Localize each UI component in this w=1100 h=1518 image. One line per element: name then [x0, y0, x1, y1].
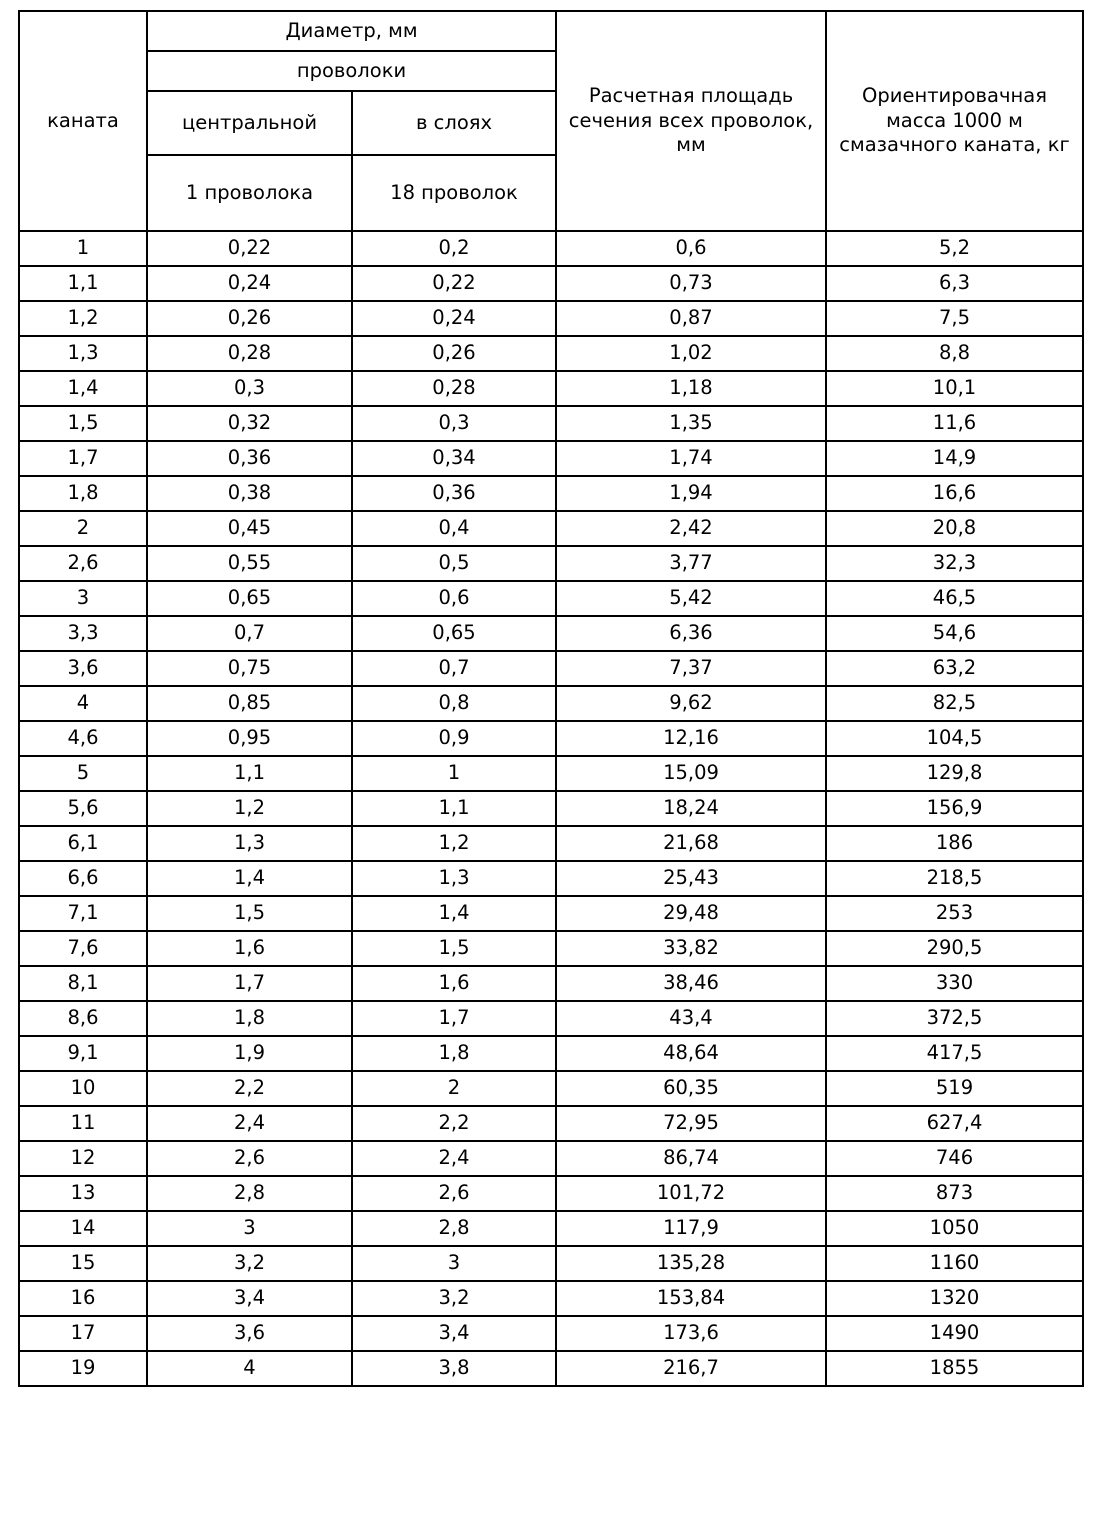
- header-cell-in-layers: в слоях: [352, 91, 556, 155]
- table-cell: 3,2: [352, 1281, 556, 1316]
- table-cell: 3,4: [147, 1281, 352, 1316]
- table-cell: 5,6: [19, 791, 147, 826]
- table-cell: 1160: [826, 1246, 1083, 1281]
- table-row: [19, 861, 1083, 896]
- table-cell: 1,02: [556, 336, 826, 371]
- table-row: [19, 231, 1083, 266]
- table-cell: 16: [19, 1281, 147, 1316]
- table-cell: 8,8: [826, 336, 1083, 371]
- table-cell: 3: [147, 1211, 352, 1246]
- table-row: [19, 1281, 1083, 1316]
- table-row: [19, 336, 1083, 371]
- header-cell-rope: каната: [19, 11, 147, 231]
- table-cell: 0,55: [147, 546, 352, 581]
- table-cell: 1: [19, 231, 147, 266]
- table-cell: 11,6: [826, 406, 1083, 441]
- table-cell: 0,7: [147, 616, 352, 651]
- table-cell: 1,35: [556, 406, 826, 441]
- table-cell: 86,74: [556, 1141, 826, 1176]
- table-cell: 1,4: [352, 896, 556, 931]
- table-cell: 1,5: [352, 931, 556, 966]
- table-row: [19, 1106, 1083, 1141]
- header-cell-diameter-group: Диаметр, мм: [147, 11, 556, 51]
- table-cell: 0,75: [147, 651, 352, 686]
- rope-specification-table: [18, 10, 1084, 1387]
- table-row: [19, 1211, 1083, 1246]
- table-cell: 2,4: [147, 1106, 352, 1141]
- table-cell: 14,9: [826, 441, 1083, 476]
- table-row: [19, 1141, 1083, 1176]
- table-cell: 3,4: [352, 1316, 556, 1351]
- table-cell: 15: [19, 1246, 147, 1281]
- table-cell: 14: [19, 1211, 147, 1246]
- table-row: [19, 966, 1083, 1001]
- table-cell: 7,6: [19, 931, 147, 966]
- table-cell: 153,84: [556, 1281, 826, 1316]
- table-cell: 3,8: [352, 1351, 556, 1386]
- table-cell: 6,3: [826, 266, 1083, 301]
- table-cell: 1855: [826, 1351, 1083, 1386]
- table-cell: 48,64: [556, 1036, 826, 1071]
- table-cell: 54,6: [826, 616, 1083, 651]
- header-cell-wire-group: проволоки: [147, 51, 556, 91]
- table-cell: 104,5: [826, 721, 1083, 756]
- table-cell: 0,26: [147, 301, 352, 336]
- table-cell: 330: [826, 966, 1083, 1001]
- table-cell: 2: [352, 1071, 556, 1106]
- table-cell: 5,2: [826, 231, 1083, 266]
- table-cell: 129,8: [826, 756, 1083, 791]
- table-cell: 3,6: [147, 1316, 352, 1351]
- table-cell: 13: [19, 1176, 147, 1211]
- table-cell: 11: [19, 1106, 147, 1141]
- table-cell: 1,74: [556, 441, 826, 476]
- table-cell: 1,7: [147, 966, 352, 1001]
- table-cell: 72,95: [556, 1106, 826, 1141]
- table-cell: 0,3: [147, 371, 352, 406]
- table-cell: 0,24: [352, 301, 556, 336]
- table-cell: 1,1: [19, 266, 147, 301]
- table-cell: 1,3: [147, 826, 352, 861]
- table-cell: 0,22: [147, 231, 352, 266]
- table-row: [19, 441, 1083, 476]
- table-row: [19, 1001, 1083, 1036]
- table-header: [19, 11, 1083, 231]
- table-cell: 0,85: [147, 686, 352, 721]
- table-row: [19, 406, 1083, 441]
- table-cell: 0,28: [352, 371, 556, 406]
- table-cell: 10,1: [826, 371, 1083, 406]
- table-cell: 0,32: [147, 406, 352, 441]
- table-cell: 7,1: [19, 896, 147, 931]
- table-cell: 33,82: [556, 931, 826, 966]
- table-cell: 4: [19, 686, 147, 721]
- table-cell: 1,94: [556, 476, 826, 511]
- table-cell: 6,36: [556, 616, 826, 651]
- table-cell: 0,65: [352, 616, 556, 651]
- table-cell: 9,1: [19, 1036, 147, 1071]
- table-cell: 0,34: [352, 441, 556, 476]
- header-row-1: [19, 11, 1083, 51]
- table-cell: 3,77: [556, 546, 826, 581]
- table-row: [19, 826, 1083, 861]
- table-cell: 1,7: [352, 1001, 556, 1036]
- table-cell: 8,6: [19, 1001, 147, 1036]
- table-cell: 38,46: [556, 966, 826, 1001]
- table-cell: 0,22: [352, 266, 556, 301]
- table-row: [19, 651, 1083, 686]
- table-row: [19, 371, 1083, 406]
- header-cell-central-count: 1 проволока: [147, 155, 352, 231]
- table-row: [19, 546, 1083, 581]
- table-row: [19, 1071, 1083, 1106]
- table-row: [19, 931, 1083, 966]
- table-cell: 1,18: [556, 371, 826, 406]
- table-row: [19, 616, 1083, 651]
- table-cell: 0,87: [556, 301, 826, 336]
- table-cell: 3: [352, 1246, 556, 1281]
- table-cell: 1050: [826, 1211, 1083, 1246]
- header-cell-layers-count: 18 проволок: [352, 155, 556, 231]
- table-cell: 7,5: [826, 301, 1083, 336]
- table-cell: 12: [19, 1141, 147, 1176]
- table-cell: 1: [352, 756, 556, 791]
- table-cell: 2,6: [352, 1176, 556, 1211]
- table-cell: 2,8: [352, 1211, 556, 1246]
- table-cell: 0,6: [556, 231, 826, 266]
- table-cell: 218,5: [826, 861, 1083, 896]
- table-cell: 0,95: [147, 721, 352, 756]
- table-cell: 6,6: [19, 861, 147, 896]
- header-cell-area: Расчетная площадь сечения всех проволок, мм: [556, 11, 826, 231]
- table-cell: 2,42: [556, 511, 826, 546]
- table-row: [19, 511, 1083, 546]
- table-cell: 1,3: [19, 336, 147, 371]
- table-cell: 873: [826, 1176, 1083, 1211]
- table-cell: 372,5: [826, 1001, 1083, 1036]
- table-cell: 19: [19, 1351, 147, 1386]
- table-cell: 746: [826, 1141, 1083, 1176]
- table-row: [19, 476, 1083, 511]
- table-cell: 1,1: [352, 791, 556, 826]
- table-row: [19, 896, 1083, 931]
- table-row: [19, 1036, 1083, 1071]
- table-cell: 63,2: [826, 651, 1083, 686]
- table-cell: 43,4: [556, 1001, 826, 1036]
- table-cell: 1,3: [352, 861, 556, 896]
- table-row: [19, 1246, 1083, 1281]
- table-cell: 2,2: [147, 1071, 352, 1106]
- table-cell: 1,8: [147, 1001, 352, 1036]
- table-cell: 253: [826, 896, 1083, 931]
- table-cell: 1,4: [147, 861, 352, 896]
- table-body: [19, 231, 1083, 1386]
- table-cell: 156,9: [826, 791, 1083, 826]
- table-row: [19, 1176, 1083, 1211]
- table-cell: 20,8: [826, 511, 1083, 546]
- table-cell: 519: [826, 1071, 1083, 1106]
- header-cell-mass: Ориентировачная масса 1000 м смазачного каната, кг: [826, 11, 1083, 231]
- table-cell: 1,6: [147, 931, 352, 966]
- table-cell: 1,1: [147, 756, 352, 791]
- table-cell: 1,6: [352, 966, 556, 1001]
- table-cell: 417,5: [826, 1036, 1083, 1071]
- table-cell: 1,4: [19, 371, 147, 406]
- table-cell: 18,24: [556, 791, 826, 826]
- table-row: [19, 266, 1083, 301]
- table-cell: 5: [19, 756, 147, 791]
- table-cell: 82,5: [826, 686, 1083, 721]
- table-cell: 2,8: [147, 1176, 352, 1211]
- table-cell: 2,2: [352, 1106, 556, 1141]
- table-cell: 0,2: [352, 231, 556, 266]
- table-cell: 117,9: [556, 1211, 826, 1246]
- table-cell: 16,6: [826, 476, 1083, 511]
- table-cell: 627,4: [826, 1106, 1083, 1141]
- table-cell: 3,3: [19, 616, 147, 651]
- table-row: [19, 756, 1083, 791]
- table-cell: 7,37: [556, 651, 826, 686]
- table-cell: 12,16: [556, 721, 826, 756]
- table-cell: 0,3: [352, 406, 556, 441]
- table-cell: 21,68: [556, 826, 826, 861]
- table-cell: 0,7: [352, 651, 556, 686]
- table-cell: 2,6: [19, 546, 147, 581]
- table-cell: 1490: [826, 1316, 1083, 1351]
- table-cell: 186: [826, 826, 1083, 861]
- table-cell: 1,7: [19, 441, 147, 476]
- table-cell: 4: [147, 1351, 352, 1386]
- table-row: [19, 1316, 1083, 1351]
- table-cell: 0,8: [352, 686, 556, 721]
- table-cell: 1,5: [19, 406, 147, 441]
- table-cell: 101,72: [556, 1176, 826, 1211]
- table-cell: 0,9: [352, 721, 556, 756]
- table-cell: 1,2: [352, 826, 556, 861]
- table-cell: 32,3: [826, 546, 1083, 581]
- table-cell: 1,9: [147, 1036, 352, 1071]
- table-cell: 3: [19, 581, 147, 616]
- table-cell: 0,6: [352, 581, 556, 616]
- table-cell: 3,6: [19, 651, 147, 686]
- table-cell: 1320: [826, 1281, 1083, 1316]
- table-cell: 1,8: [19, 476, 147, 511]
- table-cell: 2: [19, 511, 147, 546]
- table-cell: 10: [19, 1071, 147, 1106]
- table-row: [19, 791, 1083, 826]
- table-cell: 29,48: [556, 896, 826, 931]
- table-cell: 5,42: [556, 581, 826, 616]
- table-row: [19, 1351, 1083, 1386]
- table-cell: 1,5: [147, 896, 352, 931]
- header-cell-central: центральной: [147, 91, 352, 155]
- table-cell: 25,43: [556, 861, 826, 896]
- table-row: [19, 581, 1083, 616]
- table-cell: 0,5: [352, 546, 556, 581]
- table-cell: 3,2: [147, 1246, 352, 1281]
- table-cell: 0,28: [147, 336, 352, 371]
- table-cell: 8,1: [19, 966, 147, 1001]
- table-cell: 0,36: [352, 476, 556, 511]
- table-cell: 216,7: [556, 1351, 826, 1386]
- table-row: [19, 686, 1083, 721]
- table-cell: 0,38: [147, 476, 352, 511]
- table-cell: 46,5: [826, 581, 1083, 616]
- table-cell: 0,36: [147, 441, 352, 476]
- table-cell: 0,26: [352, 336, 556, 371]
- table-cell: 1,8: [352, 1036, 556, 1071]
- table-row: [19, 301, 1083, 336]
- table-cell: 1,2: [147, 791, 352, 826]
- table-cell: 0,65: [147, 581, 352, 616]
- table-cell: 17: [19, 1316, 147, 1351]
- table-cell: 4,6: [19, 721, 147, 756]
- table-cell: 0,45: [147, 511, 352, 546]
- table-cell: 1,2: [19, 301, 147, 336]
- table-cell: 2,4: [352, 1141, 556, 1176]
- table-cell: 290,5: [826, 931, 1083, 966]
- table-cell: 2,6: [147, 1141, 352, 1176]
- table-cell: 0,4: [352, 511, 556, 546]
- table-cell: 9,62: [556, 686, 826, 721]
- table-row: [19, 721, 1083, 756]
- table-cell: 0,73: [556, 266, 826, 301]
- table-cell: 15,09: [556, 756, 826, 791]
- table-cell: 173,6: [556, 1316, 826, 1351]
- table-cell: 6,1: [19, 826, 147, 861]
- table-cell: 135,28: [556, 1246, 826, 1281]
- table-cell: 0,24: [147, 266, 352, 301]
- table-cell: 60,35: [556, 1071, 826, 1106]
